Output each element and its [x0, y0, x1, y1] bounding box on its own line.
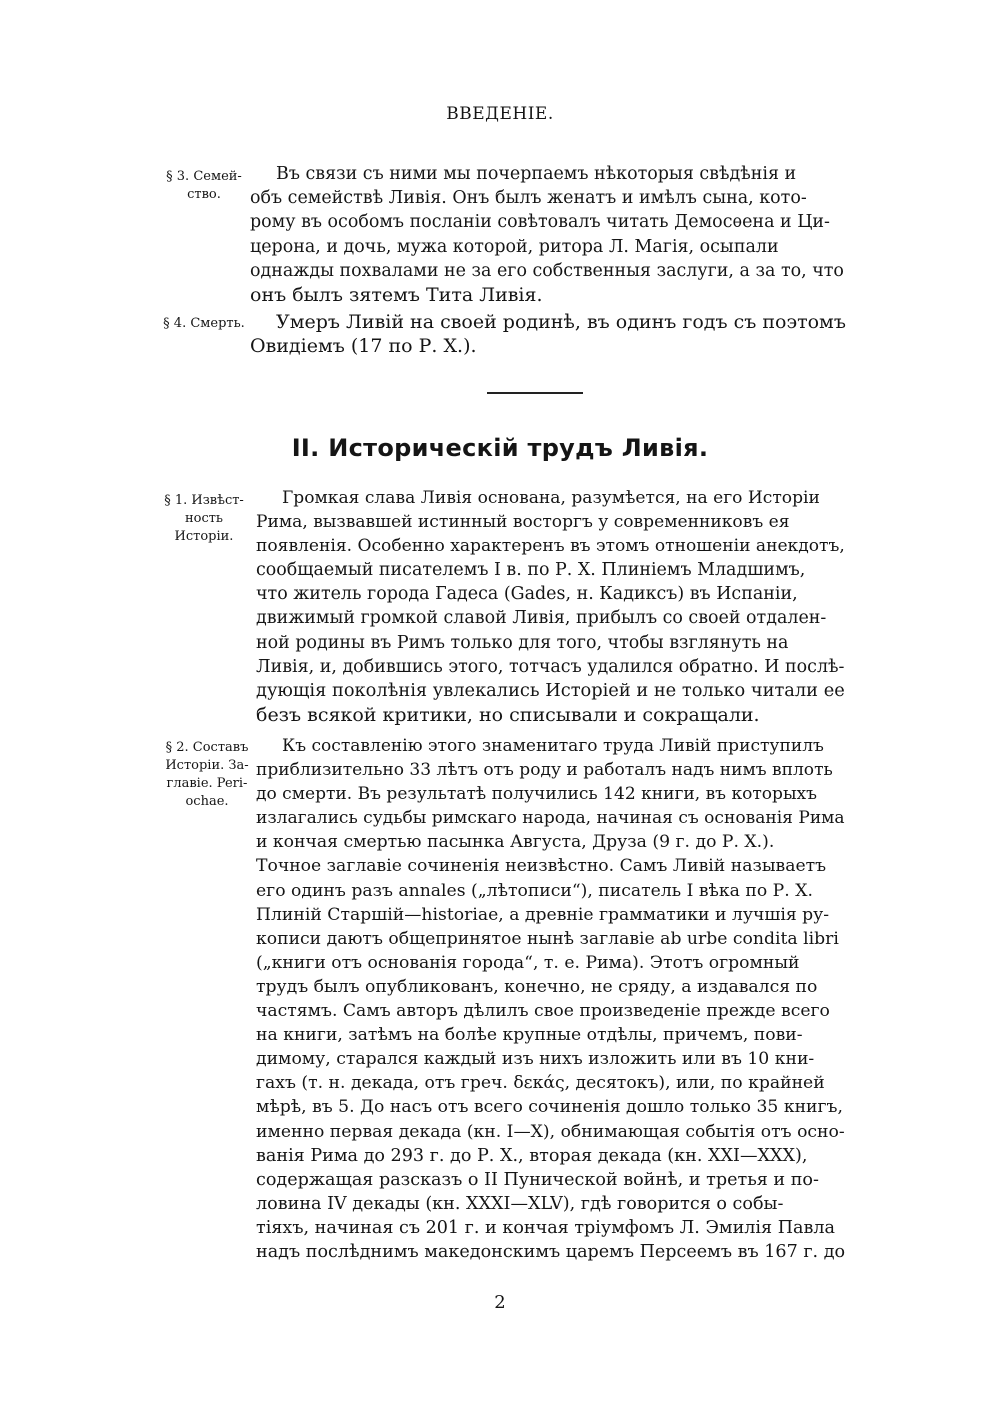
text-line: Умеръ Ливій на своей родинѣ, въ одинъ годъ съ поэтомъ: [276, 311, 846, 333]
section-2-marginal-label: [158, 739, 256, 811]
section-3-marginal-label: [158, 168, 250, 204]
text-line: частямъ. Самъ авторъ дѣлилъ свое произведеніе прежде всего: [256, 1001, 830, 1022]
margin-label-line: Исторіи.: [174, 529, 234, 544]
text-line: его одинъ разъ annales („лѣтописи“), писатель I вѣка по Р. Х.: [256, 880, 813, 901]
text-line: именно первая декада (кн. I—X), обнимающая событія отъ осно-: [256, 1121, 845, 1142]
margin-label-line: § 2. Составъ: [165, 740, 249, 755]
text-line: ловина IV декады (кн. XXXI—XLV), гдѣ говорится о собы-: [256, 1193, 784, 1214]
text-line: сообщаемый писателемъ I в. по Р. Х. Плиніемъ Младшимъ,: [256, 560, 806, 581]
margin-label-line: ность: [184, 511, 224, 526]
section-2-text: [256, 734, 845, 1264]
section-3-family: [158, 162, 848, 312]
text-line: рому въ особомъ посланіи совѣтовалъ читать Демосѳена и Ци-: [250, 212, 830, 233]
chapter-heading: II. Историческій трудъ Ливія.: [291, 434, 709, 462]
section-2-composition: [158, 734, 848, 1270]
section-4-marginal-label: [158, 315, 250, 333]
margin-label-line: § 3. Семей-: [166, 169, 242, 184]
text-line: Плиній Старшій—historiae, а древніе грамматики и лучшія ру-: [256, 904, 830, 925]
text-line: движимый громкой славой Ливія, прибылъ со своей отдален-: [256, 608, 827, 629]
text-line: и кончая смертью пасынка Августа, Друза (9 г. до Р. Х.).: [256, 832, 775, 853]
text-line: церона, и дочь, мужа которой, ритора Л. Магія, осыпали: [250, 236, 779, 257]
text-line: до смерти. Въ результатѣ получились 142 книги, въ которыхъ: [256, 784, 817, 805]
text-line: трудъ былъ опубликованъ, конечно, не сряду, а издавался по: [256, 976, 818, 997]
section-3-text: [250, 162, 844, 307]
text-line: кописи даютъ общепринятое нынѣ заглавіе ab urbe condita libri: [256, 928, 839, 949]
text-line: („книги отъ основанія города“, т. е. Рима). Этотъ огромный: [256, 952, 800, 973]
text-line: что житель города Гадеса (Gades, н. Кадиксъ) въ Испаніи,: [256, 584, 798, 605]
text-line: появленія. Особенно характеренъ въ этомъ отношеніи анекдотъ,: [256, 536, 845, 557]
margin-label-line: § 4. Смерть.: [163, 316, 245, 331]
text-line: Громкая слава Ливія основана, разумѣется, на его Исторіи: [282, 488, 820, 508]
text-line: Рима, вызвавшей истинный восторгъ у современниковъ ея: [256, 512, 790, 533]
page-number: 2: [494, 1292, 506, 1313]
margin-label-line: Исторіи. За-: [165, 758, 249, 773]
text-line: безъ всякой критики, но списывали и сокращали.: [256, 703, 760, 726]
text-line: объ семействѣ Ливія. Онъ былъ женатъ и имѣлъ сына, кото-: [250, 188, 807, 209]
text-line: онъ былъ зятемъ Тита Ливія.: [250, 283, 543, 306]
section-1-text: [256, 486, 845, 727]
text-line: содержащая разсказъ о II Пунической войнѣ, и третья и по-: [256, 1169, 819, 1190]
margin-label-line: ochae.: [185, 794, 229, 809]
running-header: ВВЕДЕНІЕ.: [446, 104, 554, 124]
margin-label-line: § 1. Извѣст-: [164, 493, 244, 508]
text-line: надъ послѣднимъ македонскимъ царемъ Персеемъ въ 167 г. до: [256, 1241, 846, 1262]
section-1-fame-of-history: [158, 486, 848, 730]
text-line: димому, старался каждый изъ нихъ изложить или въ 10 кни-: [256, 1049, 815, 1070]
section-divider-rule: [487, 392, 583, 394]
text-line: ванія Рима до 293 г. до Р. Х., вторая декада (кн. XXI—XXX),: [256, 1145, 808, 1166]
section-4-text: [250, 310, 846, 358]
text-line: приблизительно 33 лѣтъ отъ роду и работалъ надъ нимъ вплоть: [256, 760, 833, 781]
text-line: дующія поколѣнія увлекались Исторіей и не только читали ее: [256, 679, 845, 701]
section-4-death: [158, 310, 848, 360]
section-1-marginal-label: [158, 492, 250, 546]
text-line: тіяхъ, начиная съ 201 г. и кончая тріумфомъ Л. Эмилія Павла: [256, 1217, 836, 1238]
text-line: Къ составленію этого знаменитаго труда Ливій приступилъ: [282, 736, 824, 756]
text-line: Точное заглавіе сочиненія неизвѣстно. Самъ Ливій называетъ: [256, 856, 827, 877]
text-line: однажды похвалами не за его собственныя заслуги, а за то, что: [250, 260, 844, 281]
text-line: Ливія, и, добившись этого, тотчасъ удалился обратно. И послѣ-: [256, 656, 845, 677]
text-line: гахъ (т. н. декада, отъ греч. δεκάς, десятокъ), или, по крайней: [256, 1073, 825, 1094]
text-line: ной родины въ Римъ только для того, чтобы взглянуть на: [256, 632, 789, 653]
margin-label-line: главіе. Peri-: [166, 776, 248, 791]
text-line: излагались судьбы римскаго народа, начиная съ основанія Рима: [256, 808, 845, 829]
margin-label-line: ство.: [187, 187, 221, 202]
text-line: Въ связи съ ними мы почерпаемъ нѣкоторыя свѣдѣнія и: [276, 164, 797, 184]
text-line: мѣрѣ, въ 5. До насъ отъ всего сочиненія дошло только 35 книгъ,: [256, 1097, 843, 1118]
text-line: Овидіемъ (17 по Р. Х.).: [250, 335, 477, 358]
text-line: на книги, затѣмъ на болѣе крупные отдѣлы, причемъ, пови-: [256, 1025, 803, 1046]
